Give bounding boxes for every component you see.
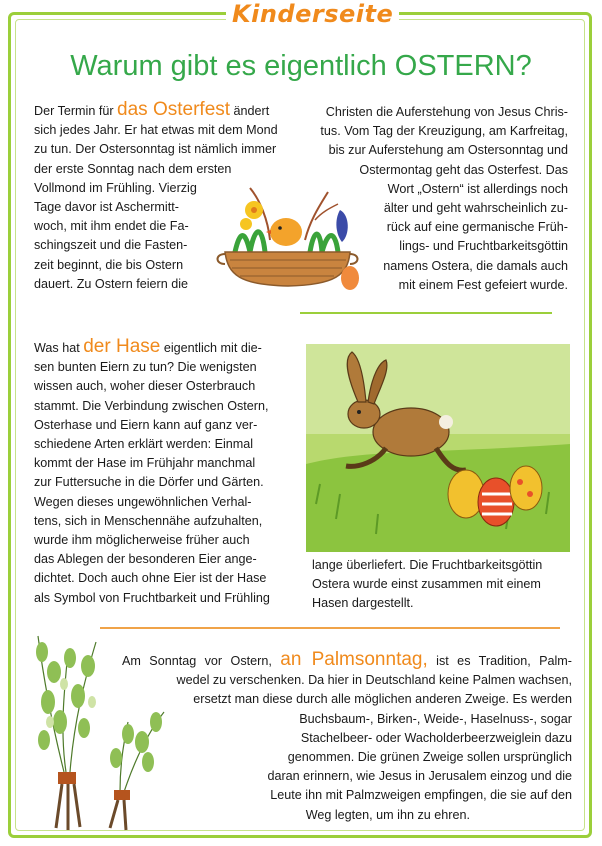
s1-right-line: mit einem Fest gefeiert wurde. xyxy=(398,277,568,292)
s2-left-line: kommt der Hase im Frühjahr manchmal xyxy=(34,456,256,471)
highlight-hase: der Hase xyxy=(83,336,161,357)
s1-right-line: tus. Vom Tag der Kreuzigung, am Karfreitag, xyxy=(320,124,568,139)
s1-left-line: woch, mit ihm endet die Fa- xyxy=(34,219,189,234)
s1-left-line: Tage davor ist Aschermitt- xyxy=(34,200,179,215)
page-title: Warum gibt es eigentlich OSTERN? xyxy=(70,50,532,82)
s3-line: ersetzt man diese durch alle möglichen anderen Zweige. Es werden xyxy=(193,692,572,707)
highlight-osterfest: das Osterfest xyxy=(117,99,231,120)
s2-left-line: dichtet. Doch auch ohne Eier ist der Hase xyxy=(34,571,267,586)
s3-line: wedel zu verschenken. Da hier in Deutschland keine Palmen wachsen, xyxy=(176,673,572,688)
s2-right-line: lange überliefert. Die Fruchtbarkeitsgöttin xyxy=(312,558,543,572)
s2-left-line: das Ablegen der besonderen Eier ange- xyxy=(34,552,257,567)
s2-right-line: Hasen dargestellt. xyxy=(312,596,414,611)
s2-left-line: Osterhase und Eiern kann auf ganz ver- xyxy=(34,417,258,432)
s3-line: daran erinnern, wie Jesus in Jerusalem einzog und die xyxy=(267,769,572,784)
s1-left-line: schingszeit und die Fasten- xyxy=(34,238,188,253)
easter-basket-illustration xyxy=(210,180,370,298)
s2-left-line: tens, sich in Menschennähe aufzuhalten, xyxy=(34,513,263,528)
section3-text xyxy=(122,650,572,825)
s3-line: Weg legten, um ihn zu ehren. xyxy=(305,807,470,822)
s1-right-line: Christen die Auferstehung von Jesus Chris- xyxy=(325,105,568,119)
s1-left-line: Der Termin für das Osterfest ändert xyxy=(34,99,270,120)
section2-left-text xyxy=(34,337,296,608)
s1-left-line: Vollmond im Frühling. Vierzig xyxy=(34,180,197,195)
s3-line: Am Sonntag vor Ostern, an Palmsonntag, ist es Tradition, Palm- xyxy=(122,649,572,670)
s1-left-line: der erste Sonntag nach dem ersten xyxy=(34,161,232,176)
s1-left-line: zeit beginnt, die bis Ostern xyxy=(34,257,184,272)
s1-left-line: zu tun. Der Ostersonntag ist nämlich immer xyxy=(34,142,277,157)
s2-right-line: Ostera wurde einst zusammen mit einem xyxy=(312,577,541,592)
s2-left-line: wissen auch, woher dieser Osterbrauch xyxy=(34,379,256,394)
header-label: Kinderseite xyxy=(226,0,399,28)
s1-left-line: sich jedes Jahr. Er hat etwas mit dem Mond xyxy=(34,123,278,138)
s1-right-line: Wort „Ostern“ ist allerdings noch xyxy=(387,181,568,196)
easter-hare-illustration xyxy=(306,344,570,552)
s2-left-line: zur Futtersuche in die Dörfer und Gärten. xyxy=(34,475,264,490)
s2-left-line: sen bunten Eiern zu tun? Die wenigsten xyxy=(34,360,257,375)
s1-left-line: dauert. Zu Ostern feiern die xyxy=(34,276,189,291)
s1-right-line: namens Ostera, die damals auch xyxy=(383,258,568,273)
s1-right-line: rück auf eine germanische Früh- xyxy=(386,220,568,235)
s3-line: Leute ihn mit Palmzweigen empfingen, die sie auf den xyxy=(270,788,572,803)
s1-right-line: älter und geht wahrscheinlich zu- xyxy=(383,201,568,216)
s3-line: Stachelbeer- oder Wacholderbeerzweiglein dazu xyxy=(300,730,572,745)
s2-left-line: als Symbol von Fruchtbarkeit und Frühling xyxy=(34,590,270,605)
highlight-palmsonntag: an Palmsonntag, xyxy=(280,649,428,670)
section-divider xyxy=(300,312,552,314)
s2-left-line: Wegen dieses ungewöhnlichen Verhal- xyxy=(34,494,252,509)
s2-left-line: schiedene Arten erklärt werden: Einmal xyxy=(34,437,254,452)
s2-left-line: wurde ihm möglicherweise früher auch xyxy=(34,533,250,548)
s1-right-line: bis zur Auferstehung am Ostersonntag und xyxy=(328,143,568,158)
s3-line: genommen. Die grünen Zweige sollen ursprünglich xyxy=(287,750,572,765)
s1-right-line: Ostermontag geht das Osterfest. Das xyxy=(359,162,568,177)
s1-right-line: lings- und Fruchtbarkeitsgöttin xyxy=(399,239,568,254)
s2-left-line: stammt. Die Verbindung zwischen Ostern, xyxy=(34,398,269,413)
section2-right-text xyxy=(312,556,574,614)
s2-left-line: Was hat der Hase eigentlich mit die- xyxy=(34,336,262,357)
s3-line: Buchsbaum-, Birken-, Weide-, Haselnuss-, sogar xyxy=(299,711,572,726)
